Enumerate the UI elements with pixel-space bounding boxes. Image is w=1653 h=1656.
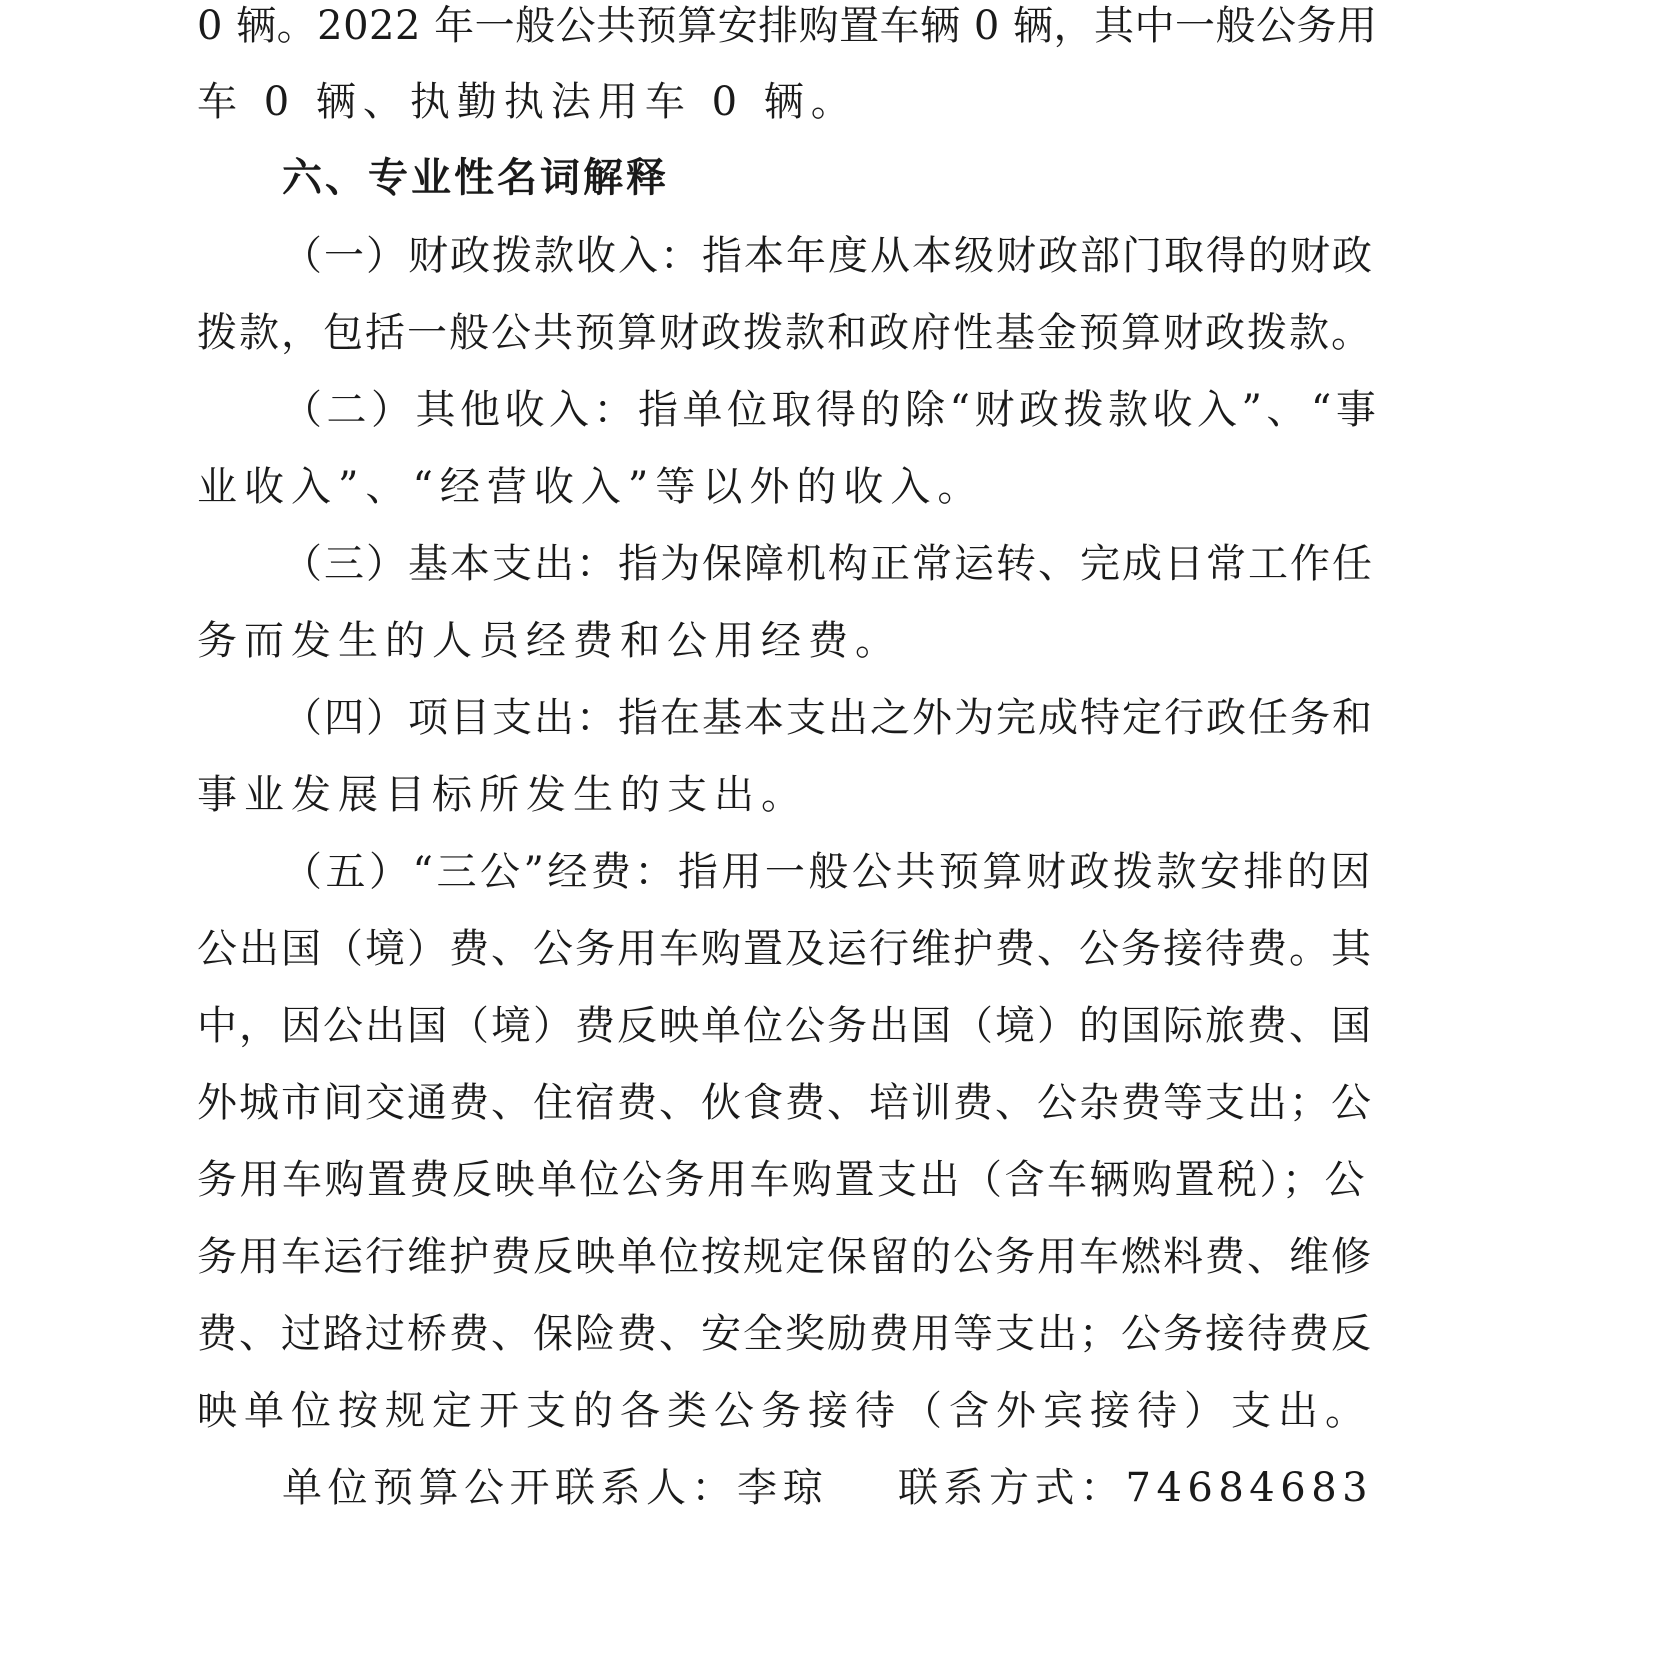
paragraph-line: （五）“三公”经费：指用一般公共预算财政拨款安排的因: [282, 849, 1374, 895]
paragraph-line: 车 0 辆、执勤执法用车 0 辆。: [197, 79, 858, 125]
paragraph-line: 业收入”、“经营收入”等以外的收入。: [197, 464, 985, 510]
paragraph-line: 拨款，包括一般公共预算财政拨款和政府性基金预算财政拨款。: [197, 310, 1373, 356]
paragraph-line: （二）其他收入：指单位取得的除“财政拨款收入”、“事: [282, 387, 1381, 433]
section-heading: 六、专业性名词解释: [282, 155, 669, 201]
paragraph-line: 务用车购置费反映单位公务用车购置支出（含车辆购置税）；公: [197, 1157, 1367, 1203]
contact-line: [282, 1464, 1373, 1512]
paragraph-line: 中，因公出国（境）费反映单位公务出国（境）的国际旅费、国: [197, 1003, 1373, 1049]
contact-phone: 联系方式：74684683: [898, 1465, 1374, 1511]
paragraph-line: （四）项目支出：指在基本支出之外为完成特定行政任务和: [282, 695, 1374, 741]
paragraph-line: 务用车运行维护费反映单位按规定保留的公务用车燃料费、维修: [197, 1234, 1373, 1280]
paragraph-line: 映单位按规定开支的各类公务接待（含外宾接待）支出。: [197, 1388, 1372, 1434]
paragraph-line: （三）基本支出：指为保障机构正常运转、完成日常工作任: [282, 541, 1374, 587]
paragraph-line: 务而发生的人员经费和公用经费。: [197, 618, 902, 664]
paragraph-line: 外城市间交通费、住宿费、伙食费、培训费、公杂费等支出；公: [197, 1080, 1373, 1126]
paragraph-line: 0 辆。2022 年一般公共预算安排购置车辆 0 辆，其中一般公务用: [197, 3, 1378, 49]
paragraph-line: 事业发展目标所发生的支出。: [197, 772, 808, 818]
contact-person: 单位预算公开联系人：李琼: [282, 1465, 828, 1511]
paragraph-line: 费、过路过桥费、保险费、安全奖励费用等支出；公务接待费反: [197, 1311, 1373, 1357]
paragraph-line: 公出国（境）费、公务用车购置及运行维护费、公务接待费。其: [197, 926, 1373, 972]
paragraph-line: （一）财政拨款收入：指本年度从本级财政部门取得的财政: [282, 233, 1374, 279]
